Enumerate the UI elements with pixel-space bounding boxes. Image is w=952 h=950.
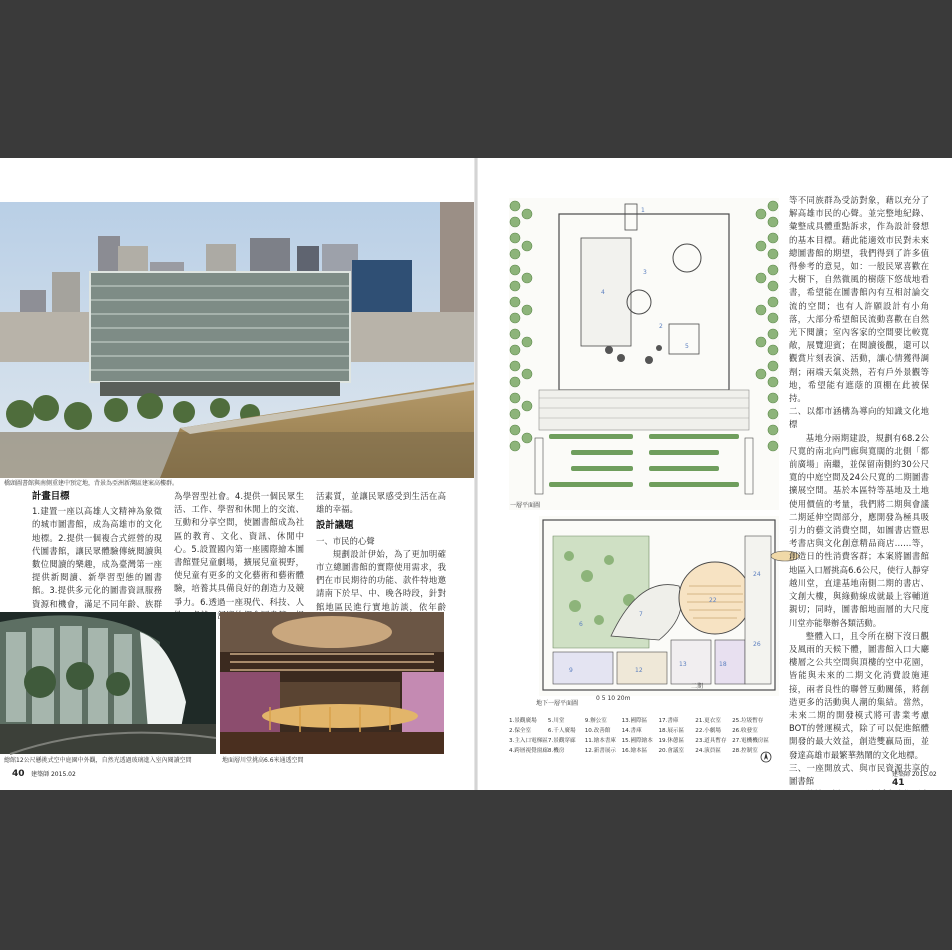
citizen-voice-continued: 等不同族群為受訪對象，藉以充分了解高雄市民的心聲。並完整地紀錄、彙整成具體重點訴求，作為設計發想的基本目標。藉此能適效市民對未來總圖書館的期望，我們得到了許多值得參考的意見，如：一般民眾喜歡在大樹下，自然微風的樹蔭下悠哉地看書，希望能在圖書館內有互相討論交流的空間；也有人許願設計有小角落，大部分希望館民流動喜歡在自然光下閱讀；室內客家的空間要比較寬敞，展覽迎賓；在閱讀後觀，還可以觀賞片刻表演、活動，讓心情獲得調劑；兩端天氣炎熱，若有戶外景觀等地，希望能有遮蔭的頂棚在此被保持。 — [789, 195, 929, 404]
svg-text:4: 4 — [601, 289, 605, 296]
basement-floor-plan — [539, 516, 779, 696]
design-issues-paragraph: 規劃設計伊始，為了更加明確市立總圖書館的實際使用需求，我們在市民期待的功能、款件特地邀請南下於早、中、晚各時段，針對館地區民進行實地訪談，依年齡 — [316, 548, 446, 612]
svg-text:12: 12 — [635, 667, 643, 674]
svg-text:18: 18 — [719, 661, 727, 668]
legend-item: 21.更衣室 — [695, 718, 721, 724]
legend-item: 5.川堂 — [547, 718, 565, 724]
lobby-interior-photo — [220, 612, 444, 754]
lobby-caption: 地面層川堂挑高6.6米通透空間 — [222, 757, 304, 764]
svg-text:26: 26 — [753, 641, 761, 648]
left-page-number: 40 — [12, 769, 25, 779]
legend-item: 24.演員區 — [695, 748, 721, 754]
legend-item: 12.新書展示 — [584, 748, 617, 754]
left-folio — [12, 769, 76, 779]
svg-text:6: 6 — [579, 621, 583, 628]
legend-item: 7.景觀穿廊 — [547, 738, 576, 744]
right-text-column — [789, 194, 929, 841]
phase-two-label: 二期 — [691, 683, 704, 690]
right-folio-title: 建築師 2015.02 — [892, 771, 937, 778]
legend-item: 25.垃圾暫存 — [732, 718, 764, 724]
legend-item: 2.保全室 — [509, 728, 532, 734]
top-photo-caption: 橋頭圖書館與南側重建中預定地，背景為亞洲新灣區建案高樓群。 — [4, 480, 179, 487]
svg-text:7: 7 — [639, 611, 643, 618]
svg-text:1: 1 — [641, 207, 645, 214]
legend-item: 14.書庫 — [621, 728, 642, 734]
legend-item: 9.辦公室 — [584, 718, 607, 724]
legend-item: 28.控制室 — [732, 748, 758, 754]
svg-text:3: 3 — [643, 269, 647, 276]
legend-item: 20.會議室 — [658, 748, 685, 754]
legend-item: 16.繪本區 — [621, 748, 648, 754]
subheading-urban-landmark: 二、以都市涵構為導向的知識文化地標 — [789, 406, 929, 430]
scale-bar-label: 0 5 10 20m — [596, 695, 631, 702]
svg-text:2: 2 — [659, 323, 663, 330]
entrance-paragraph: 整體入口，且令所在樹下沒日觀及風雨的天候下體，圖書館入口大廳樓層之公共空間與頂樓的空中花園，皆能與未來的二期文化消費設施連接，兩者良性的聯營互動關係，將創造更多的活動與人潮的集結。當然，未來二期的開發模式將可書業考慮BOT的營運模式，除了可以促進館體開發的最大效益，創造雙贏局面，並發達高雄市最繁華熱鬧的文化地標。 — [789, 630, 929, 760]
glass-facade-photo — [0, 612, 216, 754]
svg-text:13: 13 — [679, 661, 687, 668]
svg-text:9: 9 — [569, 667, 573, 674]
legend-item: 10.改善館 — [584, 728, 611, 734]
plan-legend — [509, 717, 769, 756]
bottom-dark-band — [0, 790, 952, 950]
legend-item: 13.國際區 — [621, 718, 648, 724]
goals-paragraph-end: 活素質，並讓民眾感受到生活在高雄的幸福。 — [316, 491, 446, 515]
legend-item: 11.繪本書庫 — [584, 738, 617, 744]
legend-item: 3.主入口電梯區 — [509, 738, 548, 744]
magazine-spread — [0, 158, 952, 790]
right-folio — [892, 769, 952, 788]
glass-facade-caption: 總館12公尺懸挑式空中庭園中外觀，自然光透過玻璃進入室內閱讀空間 — [4, 757, 192, 764]
svg-text:5: 5 — [685, 343, 689, 350]
svg-text:22: 22 — [709, 597, 717, 604]
legend-item: 8.機房 — [547, 748, 565, 754]
legend-item: 19.休憩區 — [658, 738, 685, 744]
right-page — [476, 158, 952, 790]
legend-item: 23.道具暫存 — [695, 738, 727, 744]
legend-item: 26.收發室 — [732, 728, 758, 734]
left-text-column-3 — [316, 490, 446, 627]
subheading-open-library: 三、一座開放式、與市民資源共享的圖書館 — [789, 762, 929, 786]
legend-item: 4.跨層視覺窗廊 — [509, 748, 548, 754]
legend-item: 18.展示區 — [658, 728, 685, 734]
right-page-number: 41 — [892, 778, 905, 788]
urban-landmark-paragraph: 基地分兩期建設，規劃有68.2公尺寬的南北向門廊與寬闊的北側「都前廣場」南繼，並保留南側約30公尺寬的中庭空間及24公尺寬的二期圖書擴展空間。基於本區特等基地及土地使用價值的考量，我們將二期與會議二期延伸空間部分，應開發為極具吸引力的藝文消費空間，如圖書店暨思考書店與文化創意精品商店……等，創造日的性消費客群；本案將圖書館地區入口層挑高6.6公尺，使行人靜穿越川堂，直達基地南側二期的書店、文創大樓，與綠動線成就最上容輔道親切；同時，圖書館地面層的大尺度川堂亦能舉辦各類活動。 — [789, 432, 929, 628]
legend-item: 6.千人廣場 — [547, 728, 576, 734]
legend-item: 17.書庫 — [658, 718, 679, 724]
goals-paragraph: 1.建置一座以高雄人文精神為象徵的城市圖書館，成為高雄市的文化地標。2.提供一個複合式經營的現代圖書館，讓民眾體驗傳統閱讀與數位閱讀的樂趣，成為臺灣第一座提供新閱讀、新學習型態的圖書館。3.提供多元化的圖書資訊服務資源和機會，滿足不同年齡、族群 — [32, 506, 162, 609]
heading-plan-goals: 計畫目標 — [32, 491, 70, 502]
left-text-column-1 — [32, 490, 162, 624]
svg-text:24: 24 — [753, 571, 761, 578]
legend-item: 1.景觀廣場 — [509, 718, 537, 724]
left-page — [0, 158, 476, 790]
basement-plan-caption: 地下一層平面圖 — [536, 700, 579, 707]
ground-floor-plan — [509, 198, 779, 510]
subheading-citizen-voice: 一、市民的心聲 — [316, 535, 375, 546]
top-dark-band — [0, 0, 952, 158]
heading-design-issues: 設計議題 — [316, 520, 354, 532]
left-folio-title: 建築師 2015.02 — [31, 771, 76, 778]
site-plan-caption: 一層平面圖 — [510, 502, 541, 509]
goals-paragraph-continued: 為學習型社會。4.提供一個民眾生活、工作、學習和休閒上的交流、互動和分享空間，使圖書館成為社區的教育、文化、資訊、休閒中心。5.設置國內第一座國際繪本圖書館暨兒童劇場，擴展兒童視野，使兒童有更多的文化藝術和藝術體驗，培養其具備良好的創造力及競爭力。6.透過一座現代、科技、人 、舒 — [174, 491, 304, 620]
library-exterior-photo — [0, 202, 476, 478]
legend-item: 15.國際繪本 — [621, 738, 653, 744]
legend-item: 27.電機機房區 — [732, 738, 769, 744]
legend-item: 22.小劇場 — [695, 728, 721, 734]
